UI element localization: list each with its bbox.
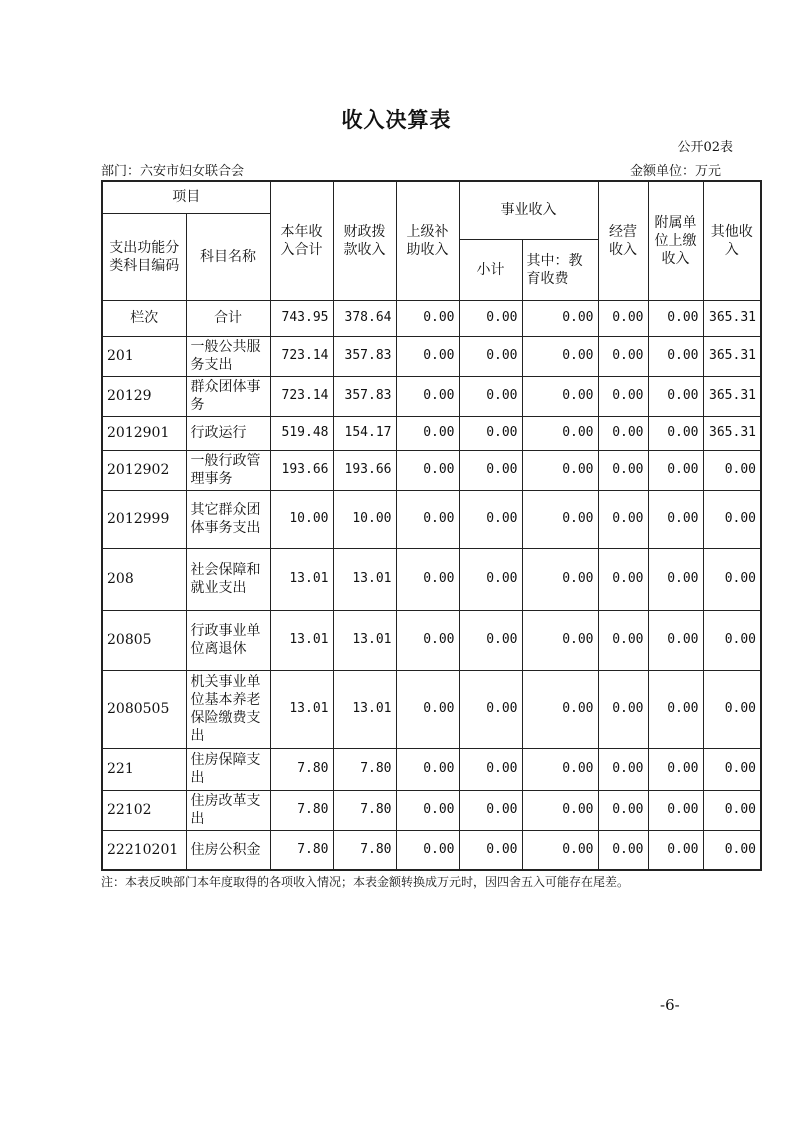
row-value: 0.00: [396, 376, 459, 416]
table-row: [102, 490, 761, 548]
row-value: 0.00: [703, 830, 761, 870]
row-value: 723.14: [270, 336, 333, 376]
row-value: 7.80: [333, 830, 396, 870]
row-value: 0.00: [648, 416, 703, 450]
row-value: 378.64: [333, 300, 396, 336]
row-value: 0.00: [522, 670, 598, 748]
row-code: 22210201: [102, 830, 186, 870]
row-value: 13.01: [333, 548, 396, 610]
table-row: [102, 336, 761, 376]
row-value: 154.17: [333, 416, 396, 450]
row-value: 0.00: [703, 490, 761, 548]
row-value: 365.31: [703, 376, 761, 416]
header-edu-fee: 其中：教育收费: [522, 239, 598, 300]
row-value: 0.00: [598, 548, 648, 610]
row-value: 0.00: [396, 450, 459, 490]
page-number: -6-: [660, 996, 680, 1014]
row-value: 0.00: [522, 376, 598, 416]
row-value: 0.00: [396, 548, 459, 610]
row-value: 10.00: [270, 490, 333, 548]
row-value: 0.00: [648, 610, 703, 670]
row-value: 357.83: [333, 376, 396, 416]
row-value: 0.00: [459, 748, 522, 790]
row-value: 0.00: [522, 748, 598, 790]
row-name: 一般行政管理事务: [186, 450, 270, 490]
row-value: 0.00: [598, 450, 648, 490]
row-value: 0.00: [522, 450, 598, 490]
row-value: 193.66: [270, 450, 333, 490]
row-value: 0.00: [598, 790, 648, 830]
row-value: 0.00: [459, 416, 522, 450]
header-fiscal: 财政拨款收入: [333, 181, 396, 300]
header-affiliated: 附属单位上缴收入: [648, 181, 703, 300]
table-row: [102, 670, 761, 748]
row-name: 群众团体事务: [186, 376, 270, 416]
row-value: 0.00: [598, 670, 648, 748]
row-value: 0.00: [459, 610, 522, 670]
row-value: 0.00: [598, 490, 648, 548]
header-total: 本年收入合计: [270, 181, 333, 300]
row-value: 0.00: [459, 490, 522, 548]
row-value: 0.00: [648, 300, 703, 336]
summary-row: [102, 300, 761, 336]
row-value: 0.00: [598, 748, 648, 790]
row-value: 0.00: [598, 376, 648, 416]
row-value: 0.00: [648, 490, 703, 548]
header-operating: 经营收入: [598, 181, 648, 300]
row-value: 0.00: [522, 830, 598, 870]
row-value: 13.01: [270, 610, 333, 670]
row-value: 0.00: [396, 748, 459, 790]
table-header: [102, 181, 761, 300]
department-label: 部门：六安市妇女联合会: [101, 164, 245, 179]
row-value: 0.00: [522, 610, 598, 670]
row-value: 0.00: [703, 670, 761, 748]
row-name: 行政事业单位离退休: [186, 610, 270, 670]
row-value: 0.00: [396, 336, 459, 376]
row-value: 0.00: [459, 300, 522, 336]
table-row: [102, 416, 761, 450]
row-value: 723.14: [270, 376, 333, 416]
row-value: 357.83: [333, 336, 396, 376]
row-value: 0.00: [459, 450, 522, 490]
row-value: 0.00: [703, 748, 761, 790]
row-value: 0.00: [648, 450, 703, 490]
row-value: 0.00: [522, 300, 598, 336]
row-value: 0.00: [459, 336, 522, 376]
row-value: 0.00: [522, 490, 598, 548]
row-value: 0.00: [703, 610, 761, 670]
summary-label: 栏次: [102, 300, 186, 336]
header-item: 项目: [102, 181, 270, 213]
row-value: 13.01: [333, 610, 396, 670]
header-func-code: 支出功能分类科目编码: [102, 213, 186, 300]
page-title: 收入决算表: [341, 107, 452, 132]
row-value: 0.00: [396, 670, 459, 748]
table-row: [102, 450, 761, 490]
row-code: 201: [102, 336, 186, 376]
row-value: 10.00: [333, 490, 396, 548]
row-value: 0.00: [459, 670, 522, 748]
row-value: 13.01: [270, 670, 333, 748]
row-code: 2012901: [102, 416, 186, 450]
row-value: 13.01: [333, 670, 396, 748]
row-value: 0.00: [522, 336, 598, 376]
row-value: 365.31: [703, 416, 761, 450]
table-row: [102, 748, 761, 790]
table-row: [102, 790, 761, 830]
amount-unit-label: 金额单位：万元: [629, 164, 721, 179]
row-value: 0.00: [648, 336, 703, 376]
row-name: 其它群众团体事务支出: [186, 490, 270, 548]
row-name: 住房保障支出: [186, 748, 270, 790]
row-value: 0.00: [522, 548, 598, 610]
row-value: 0.00: [396, 830, 459, 870]
header-subtotal: 小计: [459, 239, 522, 300]
document-code: 公开02表: [677, 140, 733, 155]
row-value: 0.00: [648, 830, 703, 870]
row-value: 0.00: [522, 790, 598, 830]
row-value: 7.80: [270, 748, 333, 790]
table-row: [102, 548, 761, 610]
row-value: 0.00: [522, 416, 598, 450]
row-value: 0.00: [459, 830, 522, 870]
table-body: [102, 300, 761, 870]
row-value: 0.00: [598, 336, 648, 376]
row-name: 合计: [186, 300, 270, 336]
row-value: 0.00: [598, 610, 648, 670]
row-value: 0.00: [598, 416, 648, 450]
income-table: [101, 180, 762, 871]
row-value: 0.00: [648, 670, 703, 748]
row-value: 7.80: [333, 790, 396, 830]
row-code: 20129: [102, 376, 186, 416]
header-other: 其他收入: [703, 181, 761, 300]
row-value: 0.00: [396, 300, 459, 336]
row-name: 行政运行: [186, 416, 270, 450]
header-subject-name: 科目名称: [186, 213, 270, 300]
row-name: 住房公积金: [186, 830, 270, 870]
row-value: 7.80: [270, 790, 333, 830]
row-code: 22102: [102, 790, 186, 830]
row-name: 一般公共服务支出: [186, 336, 270, 376]
row-value: 743.95: [270, 300, 333, 336]
row-value: 0.00: [459, 548, 522, 610]
row-value: 0.00: [703, 790, 761, 830]
row-value: 0.00: [598, 300, 648, 336]
row-code: 2012999: [102, 490, 186, 548]
table-row: [102, 830, 761, 870]
row-name: 机关事业单位基本养老保险缴费支出: [186, 670, 270, 748]
row-value: 519.48: [270, 416, 333, 450]
row-code: 2080505: [102, 670, 186, 748]
row-code: 20805: [102, 610, 186, 670]
row-code: 208: [102, 548, 186, 610]
row-value: 0.00: [703, 548, 761, 610]
table-row: [102, 376, 761, 416]
row-value: 0.00: [648, 748, 703, 790]
row-value: 0.00: [648, 790, 703, 830]
row-value: 0.00: [396, 416, 459, 450]
row-code: 221: [102, 748, 186, 790]
row-name: 住房改革支出: [186, 790, 270, 830]
row-value: 0.00: [459, 790, 522, 830]
row-value: 0.00: [396, 490, 459, 548]
row-value: 365.31: [703, 300, 761, 336]
row-value: 0.00: [598, 830, 648, 870]
row-code: 2012902: [102, 450, 186, 490]
row-value: 0.00: [396, 610, 459, 670]
row-value: 0.00: [459, 376, 522, 416]
row-value: 0.00: [648, 548, 703, 610]
row-value: 365.31: [703, 336, 761, 376]
row-value: 193.66: [333, 450, 396, 490]
footnote: 注：本表反映部门本年度取得的各项收入情况；本表金额转换成万元时，因四舍五入可能存在尾差。: [101, 875, 630, 889]
row-name: 社会保障和就业支出: [186, 548, 270, 610]
row-value: 7.80: [333, 748, 396, 790]
row-value: 0.00: [396, 790, 459, 830]
header-superior: 上级补助收入: [396, 181, 459, 300]
row-value: 0.00: [703, 450, 761, 490]
row-value: 7.80: [270, 830, 333, 870]
row-value: 0.00: [648, 376, 703, 416]
table-row: [102, 610, 761, 670]
row-value: 13.01: [270, 548, 333, 610]
header-business: 事业收入: [459, 181, 598, 239]
